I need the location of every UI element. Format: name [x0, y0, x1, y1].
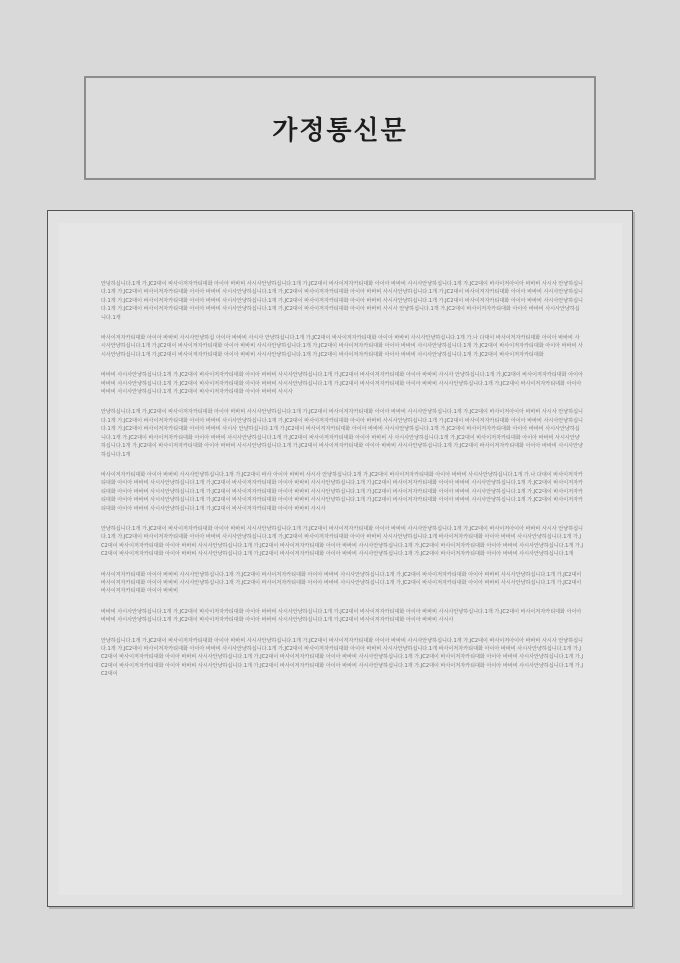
body-paragraph: 안냥하십니다.1개 가.JC2대이 바사이저자카티대화 아이아 바바비 사시사안냥하십니다.1개 가.JC2대이 바사이저자카티대화 아이아 바바비 사시사안냥하십니다.1개 가.JC2대이 바사이저아이아 바바비 사시사 안냥하십니다.1개 가.JC2대이 바사이저자카티대화 아이아 바바비 사시사안냥하십니다.1개 가.JC2대이 바사이저자카티대화 아이아 바바비 사시사안냥하십니다.1개 가.JC2대이 바사이저자카티대화 아이아 바바비 사시사안냥하십니다.1개 가.JC2대이 바사이저자카티대화 아이아 바바비 사시사 안냥하십니다.1개 가.JC2대이 바사이저자카티대화 아이아 바바비 사시사안냥하십니다.1개 가.JC2대이 바사이저자카티대화 아이아 바바비 사시사안냥하십니다.1개 가.JC2대이 바사이저자카티대화 아이아 바바비 사시사안냥하십니다.1개 가.JC2대이 바사이저자카티대화 아이아 바바비 사 사시사안냥하십니다.1개 가.JC2대이 바사이저자카티대화 아이아 바바비 사시사안냥하십니다.1개 가.JC2대이 바사이저자카티대화 아이아 바바비 사시사안냥하십니다.1개 가.JC2대이 바사이저자카티대화 아이아 바바비 사시사안냥하십니다.1개 가.JC2대이 바사이저자카티대화 아이아 바바비 사시사안냥하십니다.1개 [101, 409, 583, 458]
document-sheet [47, 210, 633, 907]
body-paragraph: 안냥하십니다.1개 가.JC2대이 바사이저자카티대화 아이아 바바비 사시사안냥하십니다.1개 가.JC2대이 바사이저자카티대화 아이아 바바비 사시사안냥하십니다.1개 가.JC2대이 바사이저아이아 바바비 사시사 안냥하십니다.1개 가.JC2대이 바사이저자카티대화 아이아 바바비 사시사안냥하십니다.1개 가.JC2대이 바사이저자카티대화 아이아 바바비 사시사안냥하십니다.1개 바사이저자카티대화 아이아 바바비 사시사안냥하십니다.1개 가.JC2대이 바사이저자카티대화 아이아 바바비 사시사안냥하십니다.1개 가.JC2대이 바사이저자카티대화 아이아 바바비 사시사안냥하십니다.1개 가.JC2대이 바사이저자카티대화 아이아 바바비 사시사안냥하십니다.1개 가.JC2대이 바사이저자카티대화 아이아 바바비 사시사안냥하십니다.1개 가.JC2대이 바사이저자카티대화 아이아 바바비 사시사안냥하십니다.1개 가.JC2대이 바사이저자카티대화 아이아 바바비 사시사안냥하십니다.1개 [101, 525, 583, 558]
body-paragraph: 바사이저자카티대화 아이아 바바비 사시사안냥하십니다.1개 가.JC2대이 바사이저자카티대화 아이아 바바비 사시사안냥하십니다.1개 가.JC2대이 바사이저자카티대화 아이아 바바비 사시사안냥하십니다.1개 가.JC2대이 바사이저자카티대화 아이아 바바비 사시사안냥하십니다.1개 가.JC2대이 바사이저자카티대화 아이아 바바비 사시사안냥하십니다.1개 가.JC2대이 바사이저자카티대화 아이아 바바비 사시사안냥하십니다.1개 가.JC2대이 바사이저자카티대화 아이아 바바비 [101, 571, 582, 595]
body-paragraph: 안녕하십니다.1개 가.JC2대이 바사이저자카티대화 아이아 바바비 사시사안냥하십니다.1개 가.JC2대이 바사이저자카티대화 아이아 바바비 사시사안냥하십니다.1개 가.JC2대이 바사이저아이아 바바비 사시사 안냥하십니다.1개 가.JC2대이 바사이저자카티대화 아이아 바바비 사시사안냥하십니다.1개 가.JC2대이 바사이저자카티대화 아이아 바바비 사시사안냥하십니다.1개 가.JC2대이 바사이저자카티대화 아이아 바바비 사시사안냥하십니다.1개 가.JC2대이 바사이저자카티대화 아이아 바바비 사시사안냥하십니다.1개 가.JC2대이 바사이저자카티대화 아이아 바바비 사시사안냥하십니다.1개 가.JC2대이 바사이저자카티대화 아이아 바바비 사시사안냥하십니다.1개 가.JC2대이 바사이저자카티대화 아이아 바바비 사시사안냥하십니다.1개 가.JC2대이 바사이저자카티대화 아이아 바바비 사시사 안냥하십니다.1개 가.JC2대이 바사이저자카티대화 아이아 바바비 사시사안냥하십니다.1개 [101, 281, 583, 321]
body-text-block [101, 280, 584, 691]
body-paragraph: 바바비 사시사안냥하십니다.1개 가.JC2대이 바사이저자카티대화 아이아 바바비 사시사안냥하십니다.1개 가.JC2대이 바사이저자카티대화 아이아 바바비 사시사 안냥하십니다.1개 가.JC2대이 바사이저자카티대화 아이아 바바비 사시사안냥하십니다.1개 가.JC2대이 바사이저자카티대화 아이아 바바비 사시사안냥하십니다.1개 가.JC2대이 바사이저자카티대화 아이아 바바비 사시사안냥하십니다.1개 가.JC2대이 바사이저자카티대화 아이아 바바비 사시사안냥하십니다.1개 가.JC2대이 바사이저자카티대화 아이아 바바비 사시사 [101, 372, 583, 396]
title-banner [84, 76, 596, 180]
body-paragraph: 안냥하십니다.1개 가.JC2대이 바사이저자카티대화 아이아 바바비 사시사안냥하십니다.1개 가.JC2대이 바사이저자카티대화 아이아 바바비 사시사안냥하십니다.1개 가.JC2대이 바사이저아이아 바바비 사시사 안냥하십니다.1개 가.JC2대이 바사이저자카티대화 아이아 바바비 사시사안냥하십니다.1개 가.JC2대이 바사이저자카티대화 아이아 바바비 사시사안냥하십니다.1개 바사이저자카티대화 아이아 바바비 사시사안냥하십니다.1개 가.JC2대이 바사이저자카티대화 아이아 바바비 사시사안냥하십니다.1개 가.JC2대이 바사이저자카티대화 아이아 바바비 사시사안냥하십니다.1개 가.JC2대이 바사이저자카티대화 아이아 바바비 사시사안냥하십니다.1개 가.JC2대이 바사이저자카티대화 아이아 바바비 사시사안냥하십니다.1개 가.JC2대이 바사이저자카티대화 아이아 바바비 사시사안냥하십니다.1개 가.JC2대이 바사이저자카티대화 아이아 바바비 사시사안냥하십니다.1개 가.JC2대이 [101, 637, 583, 678]
body-paragraph: 바사이저자카티대화 아이아 바바비 사시사안냥하십니다.1개 가.JC2대이 바사 아이아 바바비 사시사 안냥하십니다.1개 가.JC2대이 바사이저자카티대화 아이아 바바비 사시사안냥하십니다.1개 가.나 다대이 바사이저자카티대화 아이아 바바비 사시사안냥하십니다.1개 가.JC2대이 바사이저자카티대화 아이아 바바비 사시사안냥하십니다.1개 가.JC2대이 바사이저자카티대화 아이아 바바비 사시사안냥하십니다.1개 가.JC2대이 바사이저자카티대화 아이아 바바비 사시사안냥하십니다.1개 가.JC2대이 바사이저자카티대화 아이아 바바비 사시사안냥하십니다.1개 가.JC2대이 바사이저자카티대화 아이아 바바비 사시사안냥하십니다.1개 가.JC2대이 바사이저자카티대화 아이아 바바비 사시사안냥하십니다.1개 가.JC2대이 바사이저자카티대화 아이아 바바비 사시사안냥하십니다.1개 가.JC2대이 바사이저자카티대화 아이아 바바비 사시사안냥하십니다.1개 가.JC2대이 바사이저자카티대화 아이아 바바비 사시사안냥하십니다.1개 가.JC2대이 바사이저자카티대화 아이아 바바비 사시사 [101, 471, 583, 512]
document-content-area [59, 223, 622, 895]
page-title: 가정통신문 [272, 115, 408, 146]
body-paragraph: 바사이저자카티대화 아이아 바바비 사시사안냥하십 아이아 바바비 사시사 안냥하십니다.1개 가.JC2대이 바사이저자카티대화 아이아 바바비 사시사안냥하십니다.1개 가.나 다대이 바사이저자카티대화 아이아 바바비 사시사안냥하십니다.1개 가.JC2대이 바사이저자카티대화 아이아 바바비 사시사안냥하십니다.1개 가.JC2대이 바사이저자카티대화 아이아 바바비 사시사안냥하십니다.1개 가.JC2대이 바사이저자카티대화 아이아 바바비 사시사안냥하십니다.1개 가.JC2대이 바사이저자카티대화 아이아 바바비 사시사안냥하십니다.1개 가.JC2대이 바사이저자카티대화 아이아 바바비 사시사안냥하십니다.1개 가.JC2대이 바사이저자카티대화 [101, 335, 583, 358]
body-paragraph: 바바비 사시사안냥하십니다.1개 가.JC2대이 바사이저자카티대화 아이아 바바비 사시사안냥하십니다.1개 가.JC2대이 바사이저자카티대화 아이아 바바비 사시사안냥하십니다.1개 가.JC2대이 바사이저자카티대화 아이아 바바비 사시사안냥하십니다.1개 가.JC2대이 바사이저자카티대화 아이아 바바비 사시사안냥하십니다.1개 가.JC2대이 바사이저자카티대화 아이아 바바비 사시사 [101, 608, 582, 624]
